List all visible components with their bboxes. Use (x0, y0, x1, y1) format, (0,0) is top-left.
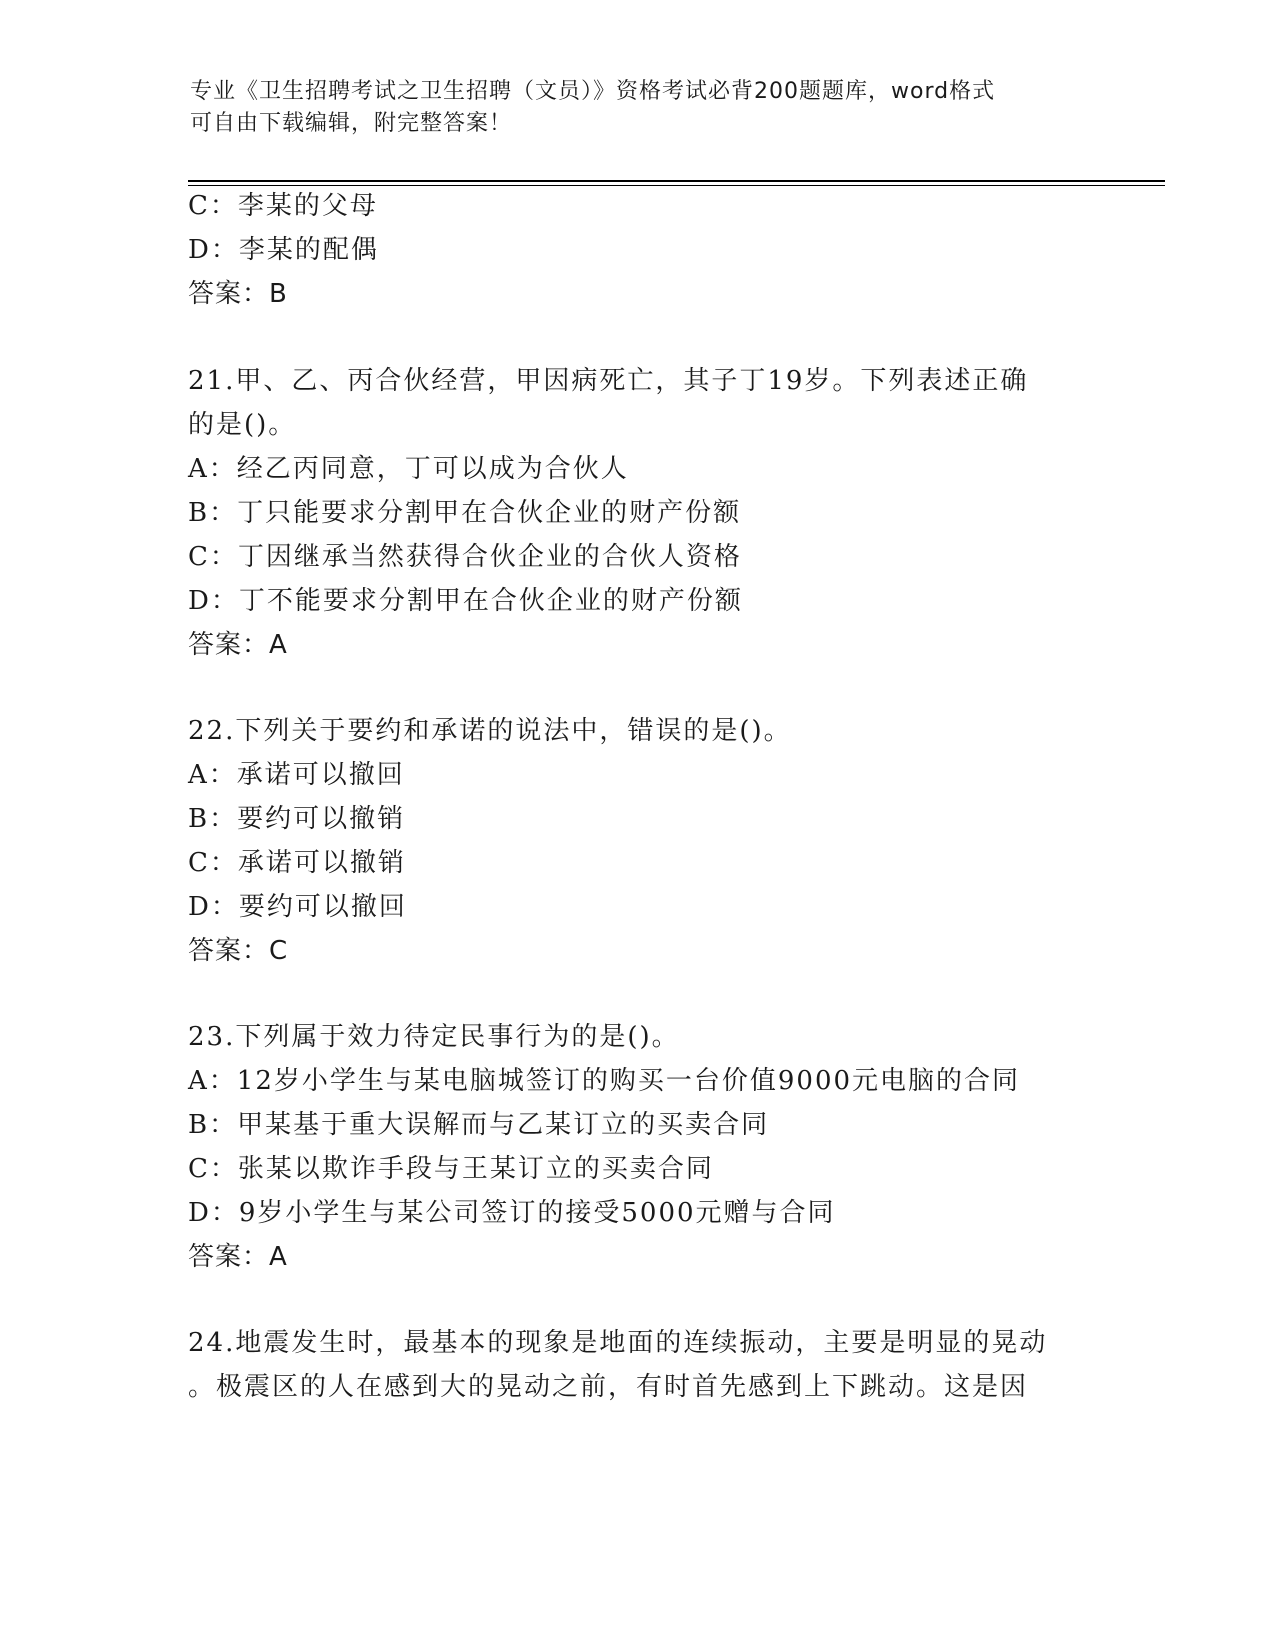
q21-option-b: B：丁只能要求分割甲在合伙企业的财产份额 (188, 498, 742, 528)
q23-option-c: C：张某以欺诈手段与王某订立的买卖合同 (188, 1154, 714, 1184)
q21-stem-line-2: 的是()。 (188, 410, 297, 440)
q23-stem: 23.下列属于效力待定民事行为的是()。 (188, 1022, 680, 1052)
q22-stem: 22.下列关于要约和承诺的说法中，错误的是()。 (188, 716, 792, 746)
q22-option-c: C：承诺可以撤销 (188, 848, 406, 878)
q20-answer: 答案：B (188, 279, 288, 309)
q21-answer: 答案：A (188, 630, 288, 660)
q22-answer: 答案：C (188, 936, 289, 966)
header-divider-thin (188, 185, 1165, 186)
document-header (190, 76, 1090, 140)
header-line-2: 可自由下载编辑，附完整答案！ (190, 111, 513, 136)
header-divider-thick (188, 180, 1165, 182)
q23-option-a: A：12岁小学生与某电脑城签订的购买一台价值9000元电脑的合同 (188, 1066, 1021, 1096)
q22-option-d: D：要约可以撤回 (188, 892, 407, 922)
q23-option-d: D：9岁小学生与某公司签订的接受5000元赠与合同 (188, 1198, 836, 1228)
header-line-1: 专业《卫生招聘考试之卫生招聘（文员）》资格考试必背200题题库，word格式 (190, 79, 996, 104)
q22-option-a: A：承诺可以撤回 (188, 760, 405, 790)
q23-option-b: B：甲某基于重大误解而与乙某订立的买卖合同 (188, 1110, 770, 1140)
q21-option-d: D：丁不能要求分割甲在合伙企业的财产份额 (188, 586, 743, 616)
q21-option-c: C：丁因继承当然获得合伙企业的合伙人资格 (188, 542, 742, 572)
q20-option-d: D：李某的配偶 (188, 235, 379, 265)
q21-option-a: A：经乙丙同意，丁可以成为合伙人 (188, 454, 629, 484)
q22-option-b: B：要约可以撤销 (188, 804, 406, 834)
q24-stem-line-2: 。极震区的人在感到大的晃动之前，有时首先感到上下跳动。这是因 (188, 1372, 1029, 1402)
q24-stem-line-1: 24.地震发生时，最基本的现象是地面的连续振动，主要是明显的晃动 (188, 1328, 1048, 1358)
q20-option-c: C：李某的父母 (188, 191, 378, 221)
q21-stem-line-1: 21.甲、乙、丙合伙经营，甲因病死亡，其子丁19岁。下列表述正确 (188, 366, 1029, 396)
q23-answer: 答案：A (188, 1242, 288, 1272)
